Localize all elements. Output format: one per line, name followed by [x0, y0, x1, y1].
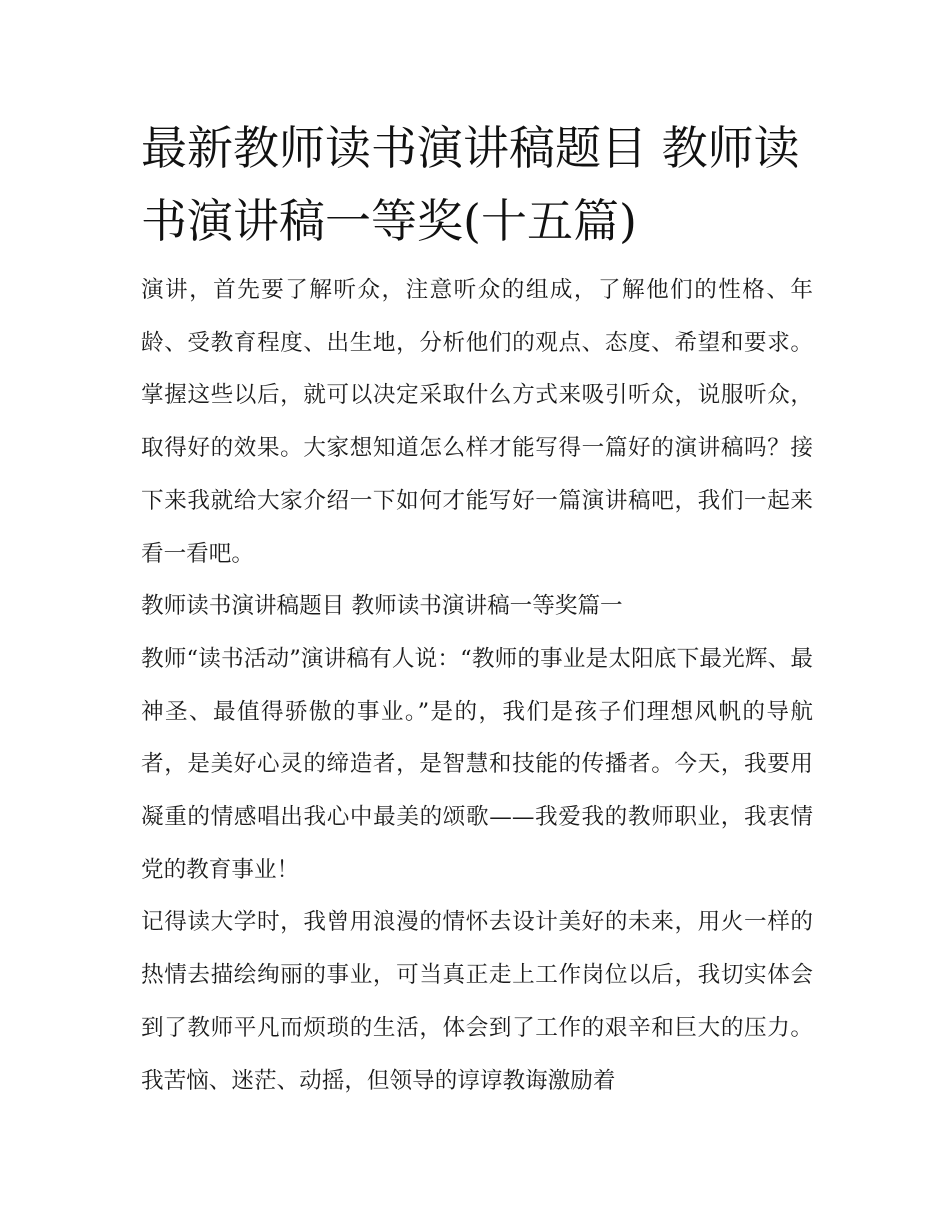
document-page	[141, 112, 813, 1107]
intro-paragraph: 演讲，首先要了解听众，注意听众的组成，了解他们的性格、年龄、受教育程度、出生地，分析他们的观点、态度、希望和要求。掌握这些以后，就可以决定采取什么方式来吸引听众，说服听众，取得好的效果。大家想知道怎么样才能写得一篇好的演讲稿吗？接下来我就给大家介绍一下如何才能写好一篇演讲稿吧，我们一起来看一看吧。	[141, 277, 813, 567]
body-paragraph-1: 教师“读书活动”演讲稿有人说：“教师的事业是太阳底下最光辉、最神圣、最值得骄傲的事业。”是的，我们是孩子们理想风帆的导航者，是美好心灵的缔造者，是智慧和技能的传播者。今天，我要用凝重的情感唱出我心中最美的颂歌——我爱我的教师职业，我衷情党的教育事业！	[141, 645, 813, 883]
section-heading: 教师读书演讲稿题目 教师读书演讲稿一等奖篇一	[141, 593, 623, 620]
document-title: 最新教师读书演讲稿题目 教师读书演讲稿一等奖(十五篇)	[141, 121, 800, 248]
body-paragraph-2: 记得读大学时，我曾用浪漫的情怀去设计美好的未来，用火一样的热情去描绘绚丽的事业，可当真正走上工作岗位以后，我切实体会到了教师平凡而烦琐的生活，体会到了工作的艰辛和巨大的压力。我苦恼、迷茫、动摇，但领导的谆谆教诲激励着	[141, 909, 813, 1094]
